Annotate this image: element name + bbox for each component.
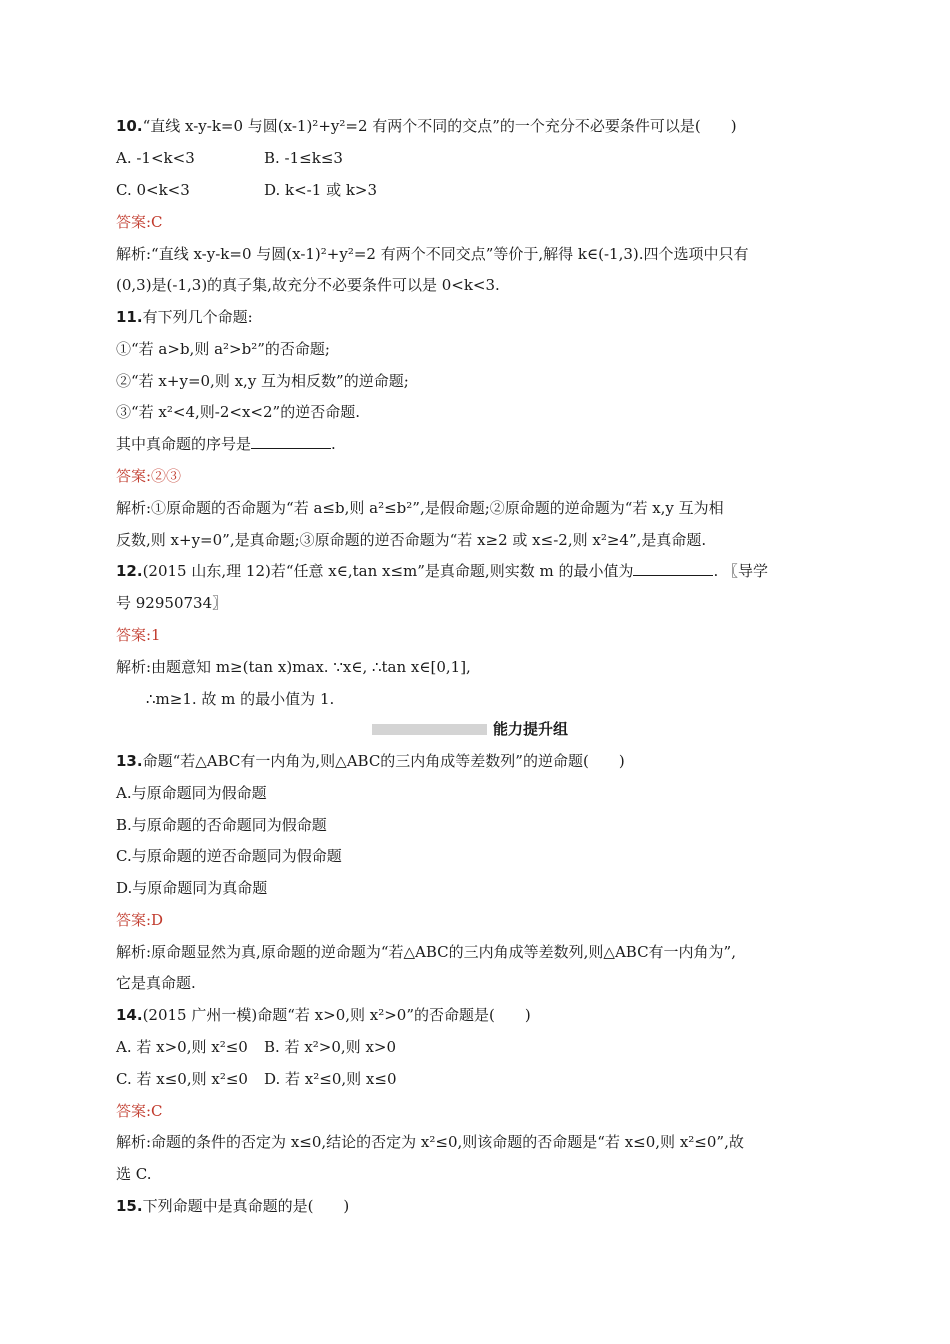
question-12-stem	[116, 560, 768, 582]
statement-item: ②“若 x+y=0,则 x,y 互为相反数”的逆命题;	[116, 372, 409, 390]
question-13-stem	[116, 750, 625, 772]
question-14-stem	[116, 1004, 531, 1026]
answer-blank	[251, 434, 331, 449]
option-d: D.与原命题同为真命题	[116, 879, 268, 897]
answer: 答案:②③	[116, 467, 182, 485]
answer-blank	[633, 561, 713, 576]
option-c: C. 0<k<3	[116, 181, 190, 199]
options-row	[116, 1036, 397, 1058]
analysis-line: 解析:“直线 x-y-k=0 与圆(x-1)²+y²=2 有两个不同交点”等价于,解得 k∈(-1,3).四个选项中只有	[116, 245, 749, 263]
question-number: 15.	[116, 1197, 143, 1215]
answer: 答案:C	[116, 213, 163, 231]
option-c: C.与原命题的逆否命题同为假命题	[116, 847, 342, 865]
analysis-line: 解析:①原命题的否命题为“若 a≤b,则 a²≤b²”,是假命题;②原命题的逆命题为“若 x,y 互为相	[116, 499, 724, 517]
analysis-line: 反数,则 x+y=0”,是真命题;③原命题的逆否命题为“若 x≥2 或 x≤-2,则 x²≥4”,是真命题.	[116, 531, 707, 549]
question-text: 下列命题中是真命题的是( )	[142, 1197, 350, 1215]
analysis-line: 解析:命题的条件的否定为 x≤0,结论的否定为 x²≤0,则该命题的否命题是“若 x≤0,则 x²≤0”,故	[116, 1133, 744, 1151]
option-d: D. 若 x²≤0,则 x≤0	[264, 1070, 397, 1088]
section-bar	[372, 724, 487, 735]
option-b: B.与原命题的否命题同为假命题	[116, 816, 327, 834]
option-d: D. k<-1 或 k>3	[264, 181, 378, 199]
options-row	[116, 147, 343, 169]
question-text: 命题“若△ABC有一内角为,则△ABC的三内角成等差数列”的逆命题( )	[142, 752, 625, 770]
question-text: (2015 山东,理 12)若“任意 x∈,tan x≤m”是真命题,则实数 m 的最小值为	[142, 562, 634, 580]
option-a: A. -1<k<3	[116, 149, 195, 167]
question-10-stem	[116, 115, 737, 137]
question-text: (2015 广州一模)命题“若 x>0,则 x²>0”的否命题是( )	[142, 1006, 531, 1024]
question-number: 12.	[116, 562, 143, 580]
answer: 答案:D	[116, 911, 164, 929]
question-11-stem	[116, 306, 253, 328]
answer: 答案:1	[116, 626, 161, 644]
analysis-line: 解析:原命题显然为真,原命题的逆命题为“若△ABC的三内角成等差数列,则△ABC有一内角为”,	[116, 943, 736, 961]
analysis-line: ∴m≥1. 故 m 的最小值为 1.	[146, 690, 335, 708]
question-text: “直线 x-y-k=0 与圆(x-1)²+y²=2 有两个不同的交点”的一个充分不必要条件可以是( )	[142, 117, 737, 135]
option-b: B. -1≤k≤3	[264, 149, 343, 167]
answer: 答案:C	[116, 1102, 163, 1120]
analysis-line: (0,3)是(-1,3)的真子集,故充分不必要条件可以是 0<k<3.	[116, 276, 500, 294]
question-text: 号 92950734〗	[116, 594, 228, 612]
question-text: 有下列几个命题:	[142, 308, 253, 326]
option-b: B. 若 x²>0,则 x>0	[264, 1038, 397, 1056]
option-c: C. 若 x≤0,则 x²≤0	[116, 1070, 248, 1088]
question-number: 14.	[116, 1006, 143, 1024]
question-number: 13.	[116, 752, 143, 770]
fill-in-question	[116, 433, 336, 455]
analysis-line: 选 C.	[116, 1165, 152, 1183]
section-title: 能力提升组	[493, 720, 569, 738]
question-number: 11.	[116, 308, 143, 326]
question-number: 10.	[116, 117, 143, 135]
option-a: A.与原命题同为假命题	[116, 784, 267, 802]
punctuation: .	[331, 435, 336, 453]
analysis-line: 解析:由题意知 m≥(tan x)max. ∵x∈, ∴tan x∈[0,1],	[116, 658, 471, 676]
question-text-end: . 〖导学	[713, 562, 769, 580]
question-15-stem	[116, 1195, 349, 1217]
options-row	[116, 1068, 397, 1090]
statement-item: ①“若 a>b,则 a²>b²”的否命题;	[116, 340, 330, 358]
option-a: A. 若 x>0,则 x²≤0	[116, 1038, 248, 1056]
options-row	[116, 179, 378, 201]
question-text: 其中真命题的序号是	[116, 435, 252, 453]
analysis-line: 它是真命题.	[116, 974, 196, 992]
statement-item: ③“若 x²<4,则-2<x<2”的逆否命题.	[116, 403, 360, 421]
